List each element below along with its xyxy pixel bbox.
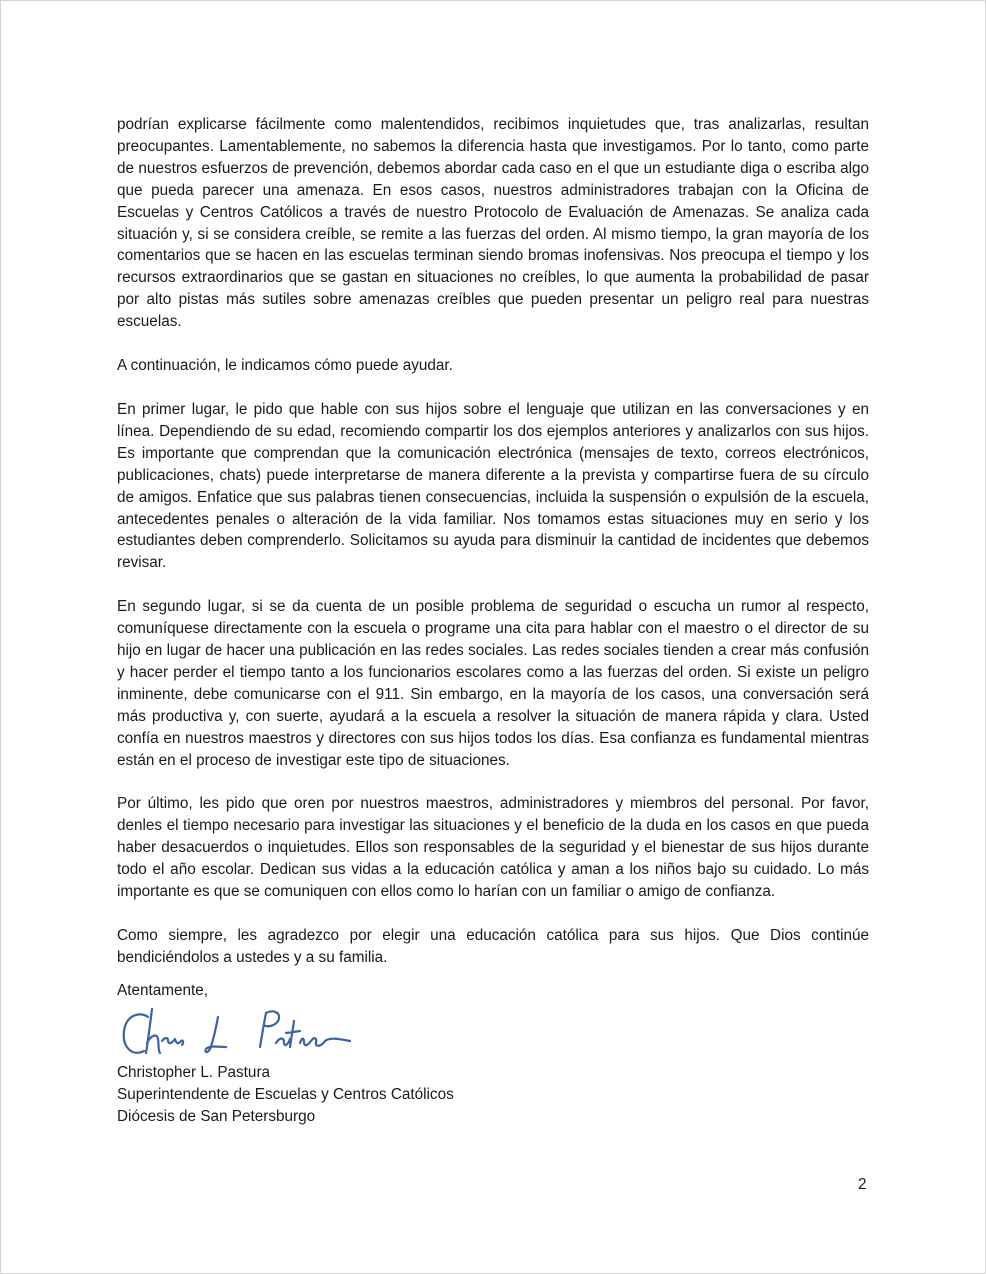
signer-title: Superintendente de Escuelas y Centros Católicos	[117, 1085, 454, 1103]
body-paragraph-1: podrían explicarse fácilmente como malentendidos, recibimos inquietudes que, tras analizarlas, resultan preocupantes. Lamentablemente, no sabemos la diferencia hasta que investigamos. Por lo tanto, como parte de nuestros esfuerzos de prevención, debemos abordar cada caso en el que un estudiante diga o escriba algo que pueda parecer una amenaza. En esos casos, nuestros administradores trabajan con la Oficina de Escuelas y Centros Católicos a través de nuestro Protocolo de Evaluación de Amenazas. Se analiza cada situación y, si se considera creíble, se remite a las fuerzas del orden. Al mismo tiempo, la gran mayoría de los comentarios que se hacen en las escuelas terminan siendo bromas inofensivas. Nos preocupa el tiempo y los recursos extraordinarios que se gastan en situaciones no creíbles, lo que aumenta la probabilidad de pasar por alto pistas más sutiles sobre amenazas creíbles que pueden presentar un peligro real para nuestras escuelas.	[117, 116, 869, 331]
body-paragraph-6: Como siempre, les agradezco por elegir una educación católica para sus hijos. Que Dios continúe bendiciéndolos a ustedes y a su familia.	[117, 927, 869, 966]
signer-organization: Diócesis de San Petersburgo	[117, 1107, 316, 1125]
signature-block	[117, 1062, 454, 1128]
body-paragraph-5: Por último, les pido que oren por nuestros maestros, administradores y miembros del personal. Por favor, denles el tiempo necesario para investigar las situaciones y el beneficio de la duda en los casos en que pueda haber desacuerdos o inquietudes. Ellos son responsables de la seguridad y el bienestar de sus hijos durante todo el año escolar. Dedican sus vidas a la educación católica y aman a los niños bajo su cuidado. Lo más importante es que se comuniquen con ellos como lo harían con un familiar o amigo de confianza.	[117, 795, 869, 901]
body-paragraph-2: A continuación, le indicamos cómo puede ayudar.	[117, 357, 453, 375]
body-paragraph-3: En primer lugar, le pido que hable con sus hijos sobre el lenguaje que utilizan en las conversaciones y en línea. Dependiendo de su edad, recomiendo compartir los dos ejemplos anteriores y analizarlos con sus hijos. Es importante que comprendan que la comunicación electrónica (mensajes de texto, correos electrónicos, publicaciones, chats) puede interpretarse de manera diferente a la prevista y compartirse fuera de su círculo de amigos. Enfatice que sus palabras tienen consecuencias, incluida la suspensión o expulsión de la escuela, antecedentes penales o alteración de la vida familiar. Nos tomamos estas situaciones muy en serio y los estudiantes deben comprenderlo. Solicitamos su ayuda para disminuir la cantidad de incidentes que debemos revisar.	[117, 400, 869, 572]
handwritten-signature	[118, 1003, 358, 1065]
signer-name: Christopher L. Pastura	[117, 1064, 271, 1081]
page-number: 2	[858, 1176, 867, 1193]
letter-body	[117, 114, 869, 969]
closing-salutation: Atentamente,	[117, 982, 208, 999]
body-paragraph-4: En segundo lugar, si se da cuenta de un posible problema de seguridad o escucha un rumor al respecto, comuníquese directamente con la escuela o programe una cita para hablar con el maestro o el director de su hijo en lugar de hacer una publicación en las redes sociales. Las redes sociales tienden a crear más confusión y hacer perder el tiempo tanto a los funcionarios escolares como a las fuerzas del orden. Si existe un peligro inminente, debe comunicarse con el 911. Sin embargo, en la mayoría de los casos, una conversación será más productiva y, con suerte, ayudará a la escuela a resolver la situación de manera rápida y clara. Usted confía en nuestros maestros y directores con sus hijos todos los días. Esa confianza es fundamental mientras están en el proceso de investigar este tipo de situaciones.	[117, 598, 869, 769]
